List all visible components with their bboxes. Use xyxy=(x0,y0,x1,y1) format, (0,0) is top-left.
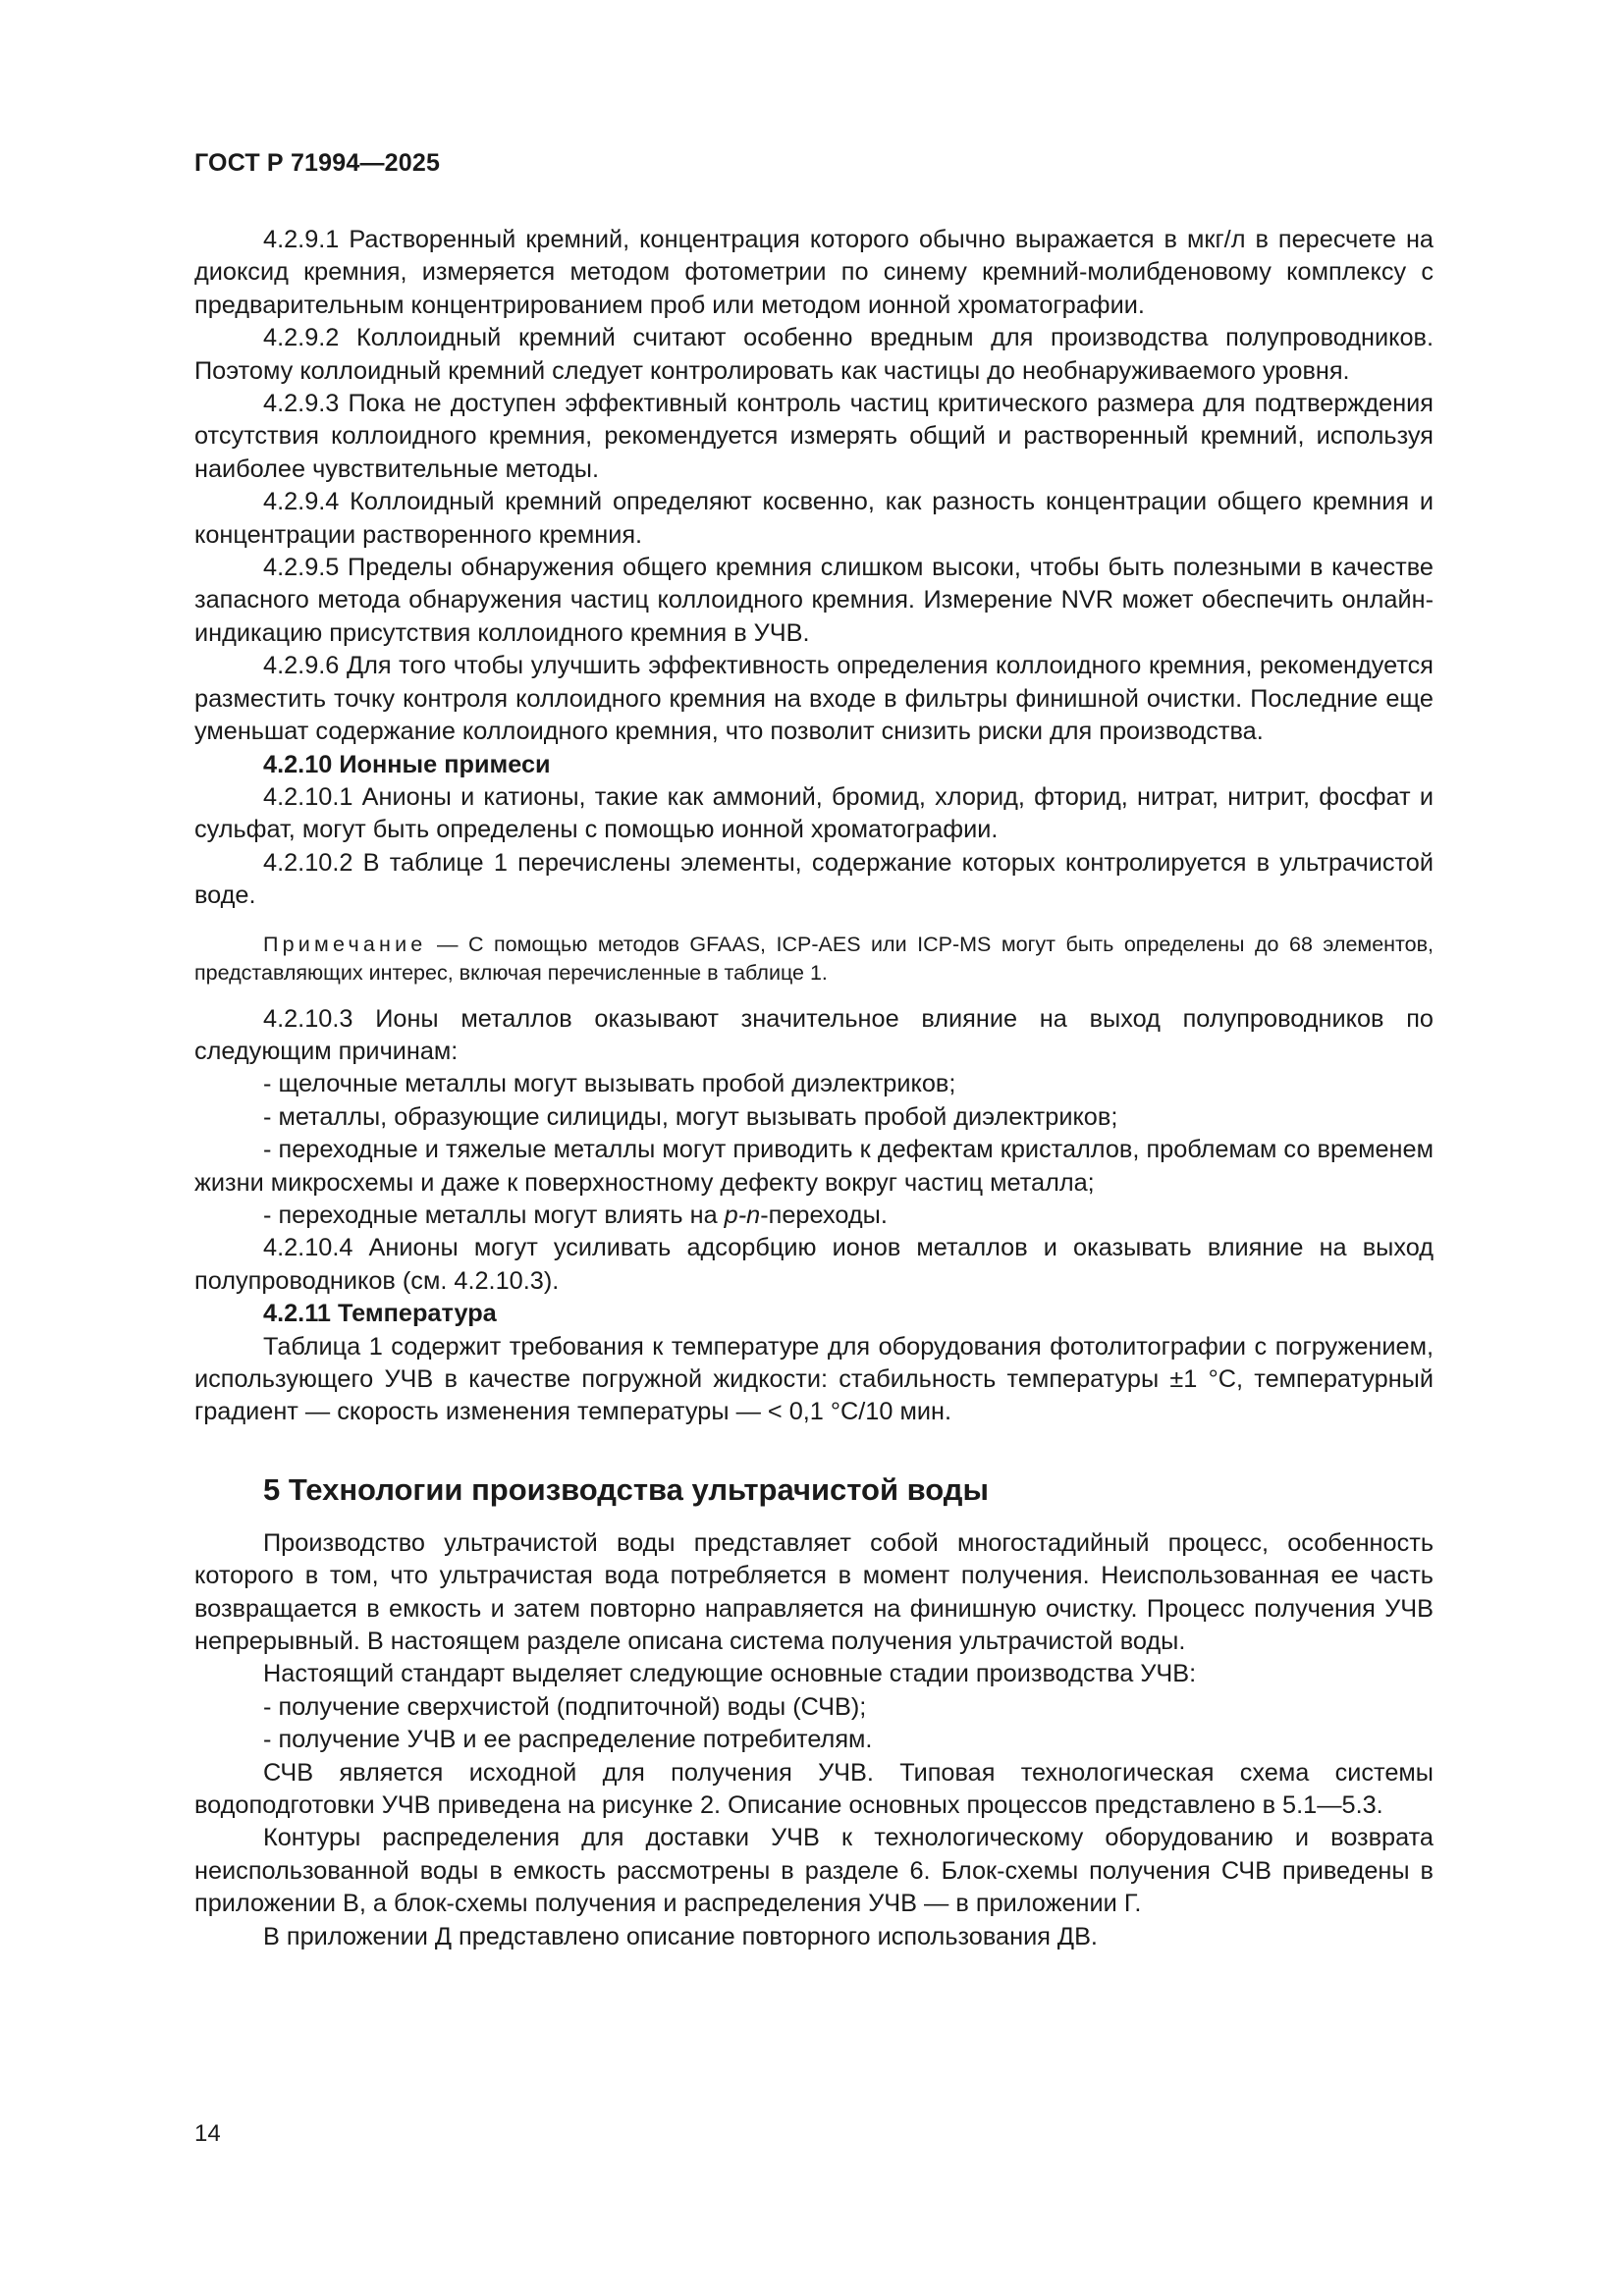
paragraph-4-2-10-2: 4.2.10.2 В таблице 1 перечислены элементы, содержание которых контролируется в ультрачистой воде. xyxy=(194,848,1434,910)
page-header-standard-code: ГОСТ Р 71994—2025 xyxy=(194,149,441,177)
paragraph-4-2-9-6: 4.2.9.6 Для того чтобы улучшить эффективность определения коллоидного кремния, рекомендуется разместить точку контроля коллоидного кремния на входе в фильтры финишной очистки. Последние еще уменьшат содержание коллоидного кремния, что позволит снизить риски для производства. xyxy=(194,652,1434,746)
section-5-paragraph-4: Контуры распределения для доставки УЧВ к технологическому оборудованию и возврата неиспользованной воды в емкость рассмотрены в разделе 6. Блок-схемы получения СЧВ приведены в приложении В, а блок-схемы получения и распределения УЧВ — в приложении Г. xyxy=(194,1824,1434,1918)
list-item: - переходные и тяжелые металлы могут приводить к дефектам кристаллов, проблемам со временем жизни микросхемы и даже к поверхностному дефекту вокруг частиц металла; xyxy=(194,1136,1434,1197)
list-item-italic-term: p-n xyxy=(724,1201,761,1229)
list-item-prefix: - переходные металлы могут влиять на xyxy=(263,1201,725,1229)
list-item: - получение сверхчистой (подпиточной) воды (СЧВ); xyxy=(263,1692,867,1721)
paragraph-4-2-9-1: 4.2.9.1 Растворенный кремний, концентрация которого обычно выражается в мкг/л в пересчете на диоксид кремния, измеряется методом фотометрии по синему кремний-молибденовому комплексу с предварительным концентрированием проб или методом ионной хроматографии. xyxy=(194,226,1434,319)
list-item: - металлы, образующие силициды, могут вызывать пробой диэлектриков; xyxy=(263,1102,1118,1131)
paragraph-4-2-9-5: 4.2.9.5 Пределы обнаружения общего кремния слишком высоки, чтобы быть полезными в качестве запасного метода обнаружения частиц коллоидного кремния. Измерение NVR может обеспечить онлайн-индикацию присутствия коллоидного кремния в УЧВ. xyxy=(194,554,1434,647)
section-5-paragraph-3: СЧВ является исходной для получения УЧВ. Типовая технологическая схема системы водоподготовки УЧВ приведена на рисунке 2. Описание основных процессов представлено в 5.1—5.3. xyxy=(194,1758,1434,1820)
paragraph-4-2-9-3: 4.2.9.3 Пока не доступен эффективный контроль частиц критического размера для подтверждения отсутствия коллоидного кремния, рекомендуется измерять общий и растворенный кремний, используя наиболее чувствительные методы. xyxy=(194,390,1434,483)
list-item: - получение УЧВ и ее распределение потребителям. xyxy=(263,1726,873,1754)
paragraph-4-2-9-4: 4.2.9.4 Коллоидный кремний определяют косвенно, как разность концентрации общего кремния и концентрации растворенного кремния. xyxy=(194,488,1434,549)
list-item: - щелочные металлы могут вызывать пробой диэлектриков; xyxy=(263,1070,956,1098)
note-block xyxy=(194,931,1434,988)
note-label: Примечание xyxy=(263,932,427,956)
section-5-paragraph-2: Настоящий стандарт выделяет следующие основные стадии производства УЧВ: xyxy=(263,1660,1197,1688)
list-item-suffix: -переходы. xyxy=(760,1201,888,1229)
paragraph-4-2-11: Таблица 1 содержит требования к температуре для оборудования фотолитографии с погружением, использующего УЧВ в качестве погружной жидкости: стабильность температуры ±1 °С, температурный градиент — скорость изменения температуры — < 0,1 °С/10 мин. xyxy=(194,1332,1434,1426)
list-item-pn-junctions xyxy=(194,1200,1434,1232)
page-number: 14 xyxy=(194,2120,221,2147)
note-text: — С помощью методов GFAAS, ICP-AES или ICP-MS могут быть определены до 68 элементов, представляющих интерес, включая перечисленные в таблице 1. xyxy=(194,932,1434,985)
subheading-4-2-10: 4.2.10 Ионные примеси xyxy=(263,750,551,778)
paragraph-4-2-10-3: 4.2.10.3 Ионы металлов оказывают значительное влияние на выход полупроводников по следующим причинам: xyxy=(194,1004,1434,1065)
paragraph-4-2-10-4: 4.2.10.4 Анионы могут усиливать адсорбцию ионов металлов и оказывать влияние на выход полупроводников (см. 4.2.10.3). xyxy=(194,1234,1434,1295)
paragraph-4-2-10-1: 4.2.10.1 Анионы и катионы, такие как аммоний, бромид, хлорид, фторид, нитрат, нитрит, фосфат и сульфат, могут быть определены с помощью ионной хроматографии. xyxy=(194,782,1434,844)
page-body xyxy=(194,224,1434,1953)
subheading-4-2-11: 4.2.11 Температура xyxy=(263,1300,497,1328)
section-5-title: 5 Технологии производства ультрачистой воды xyxy=(263,1471,989,1507)
paragraph-4-2-9-2: 4.2.9.2 Коллоидный кремний считают особенно вредным для производства полупроводников. Поэтому коллоидный кремний следует контролировать как частицы до необнаруживаемого уровня. xyxy=(194,324,1434,385)
section-5-paragraph-1: Производство ультрачистой воды представляет собой многостадийный процесс, особенность которого в том, что ультрачистая вода потребляется в момент получения. Неиспользованная ее часть возвращается в емкость и затем повторно направляется на финишную очистку. Процесс получения УЧВ непрерывный. В настоящем разделе описана система получения ультрачистой воды. xyxy=(194,1528,1434,1656)
section-5-paragraph-5: В приложении Д представлено описание повторного использования ДВ. xyxy=(263,1922,1098,1950)
